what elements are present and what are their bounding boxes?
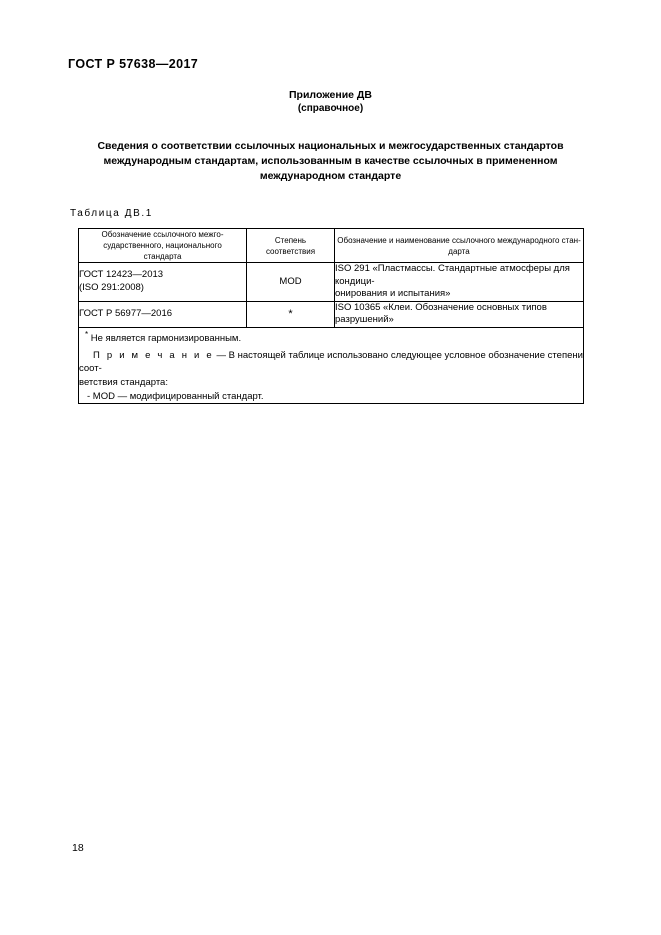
standard-code: ГОСТ Р 57638—2017 [68,57,199,71]
note-paragraph-line-2: ветствия стандарта: [79,376,168,388]
column-header-conformity-line-2: соответствия [265,246,316,256]
column-header-international-line-1: Обозначение и наименование ссылочного международного стан- [337,235,581,245]
table-row [79,301,584,327]
column-header-conformity-line-1: Степень [274,235,307,245]
note-label: П р и м е ч а н и е [93,349,214,361]
annex-subtitle: (справочное) [297,103,364,114]
cell-conformity: * [247,301,335,327]
table-notes [79,327,584,403]
page-title-line-1: Сведения о соответствии ссылочных национальных и межгосударственных стандартов [97,140,564,152]
page-title-line-3: международном стандарте [259,170,402,182]
note-paragraph [79,349,583,375]
page-number: 18 [72,842,84,854]
cell-designation-line-1: ГОСТ Р 56977—2016 [79,307,173,319]
page-title-line-2: международным стандартам, использованным в качестве ссылочных в примененном [103,155,558,167]
footnote-text: Не является гармонизированным. [90,332,242,344]
footnote [79,328,583,345]
cell-international-line-1: ISO 291 «Пластмассы. Стандартные атмосферы для кондици- [335,263,570,287]
table-caption: Таблица ДВ.1 [70,208,153,219]
cell-international-line-1: ISO 10365 «Клеи. Обозначение основных типов разрушений» [335,301,547,325]
cell-designation [79,263,247,302]
cell-designation-line-1: ГОСТ 12423—2013 [79,269,164,281]
table-header-row [79,229,584,263]
cell-designation-line-2: (ISO 291:2008) [79,281,144,293]
cell-international-line-2: онирования и испытания» [335,288,451,299]
conformity-table [78,228,584,404]
footnote-marker: * [85,329,89,339]
column-header-designation-line-2: сударственного, национального [103,241,222,250]
cell-international [335,301,584,327]
cell-international [335,263,584,302]
page-title [78,139,583,184]
column-header-designation-line-3: стандарта [143,252,182,261]
column-header-designation [79,229,247,263]
column-header-conformity [247,229,335,263]
annex-title: Приложение ДВ [289,89,372,101]
cell-conformity: MOD [247,263,335,302]
note-item: - MOD — модифицированный стандарт. [87,390,264,402]
column-header-designation-line-1: Обозначение ссылочного межго- [101,230,224,239]
cell-designation [79,301,247,327]
annex-heading [0,88,661,116]
table-row [79,263,584,302]
column-header-international [335,229,584,263]
table-note-row [79,327,584,403]
note-text: — В настоящей таблице использовано следующее условное обозначение степени соот- [79,349,583,374]
column-header-international-line-2: дарта [448,246,470,256]
